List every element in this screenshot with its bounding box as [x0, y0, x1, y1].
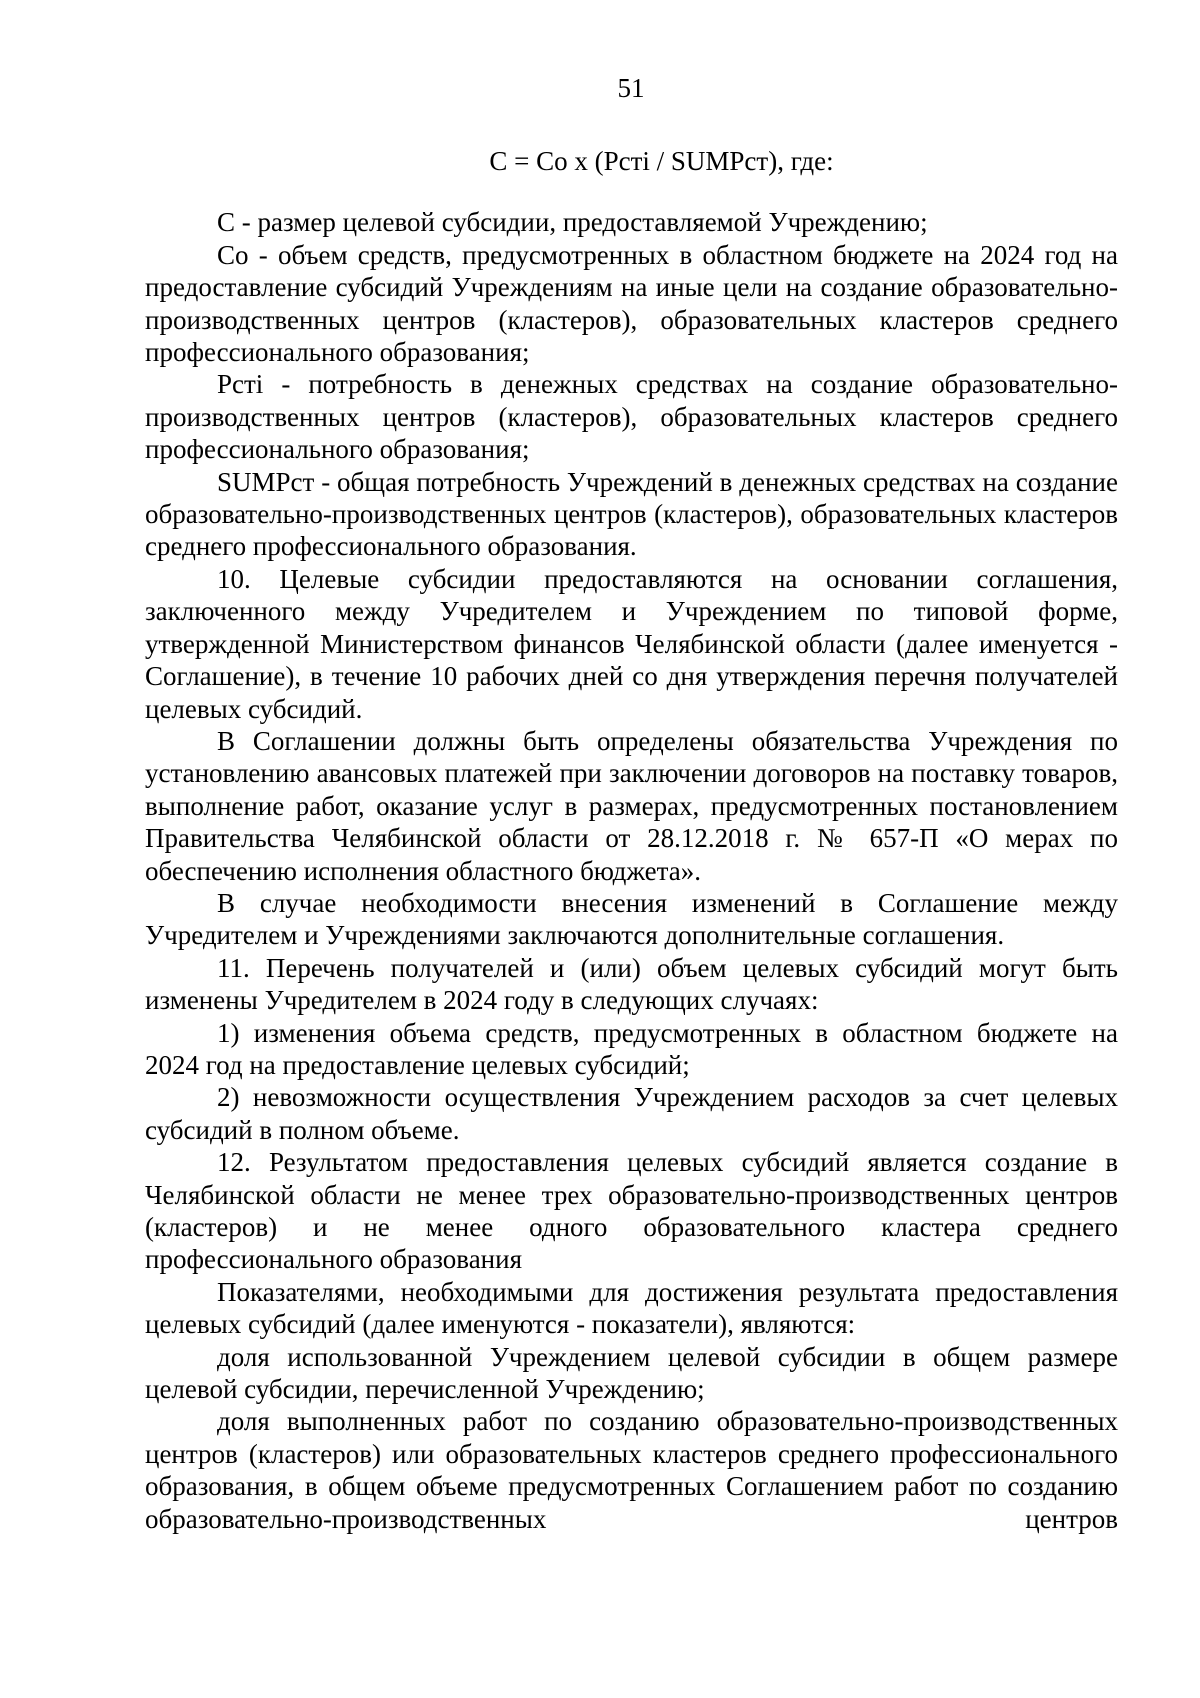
clause-10-obligations: В Соглашении должны быть определены обязательства Учреждения по установлению авансовых платежей при заключении договоров на поставку товаров, выполнение работ, оказание услуг в размерах, предусмотренных постановлением Правительства Челябинской области от 28.12.2018 г. № 657-П «О мерах по обеспечению исполнения областного бюджета».: [145, 725, 1118, 886]
definition-c: C - размер целевой субсидии, предоставляемой Учреждению;: [217, 207, 928, 238]
definition-co: Co - объем средств, предусмотренных в областном бюджете на 2024 год на предоставление субсидий Учреждениям на иные цели на создание образовательно-производственных центров (кластеров), образовательных кластеров среднего профессионального образования;: [145, 239, 1118, 368]
document-body: [145, 145, 1118, 1535]
clause-12-indicators: Показателями, необходимыми для достижения результата предоставления целевых субсидий (далее именуются - показатели), являются:: [145, 1276, 1118, 1340]
clause-12: 12. Результатом предоставления целевых субсидий является создание в Челябинской области не менее трех образовательно-производственных центров (кластеров) и не менее одного образовательного кластера среднего профессионального образования: [145, 1147, 1118, 1275]
clause-10-amendments: В случае необходимости внесения изменений в Соглашение между Учредителем и Учреждениями заключаются дополнительные соглашения.: [145, 887, 1118, 951]
definition-pcti: Pcтi - потребность в денежных средствах на создание образовательно-производственных центров (кластеров), образовательных кластеров среднего профессионального образования;: [145, 369, 1118, 465]
clause-11: 11. Перечень получателей и (или) объем целевых субсидий могут быть изменены Учредителем в 2024 году в следующих случаях:: [145, 952, 1118, 1016]
indicator-works-share: доля выполненных работ по созданию образовательно-производственных центров (кластеров) или образовательных кластеров среднего профессионального образования, в общем объеме предусмотренных Соглашением работ по созданию образовательно-производственных центров: [145, 1406, 1118, 1534]
subsidy-formula: C = Co x (Pcтi / SUMPcт), где:: [489, 146, 834, 176]
indicator-used-share: доля использованной Учреждением целевой субсидии в общем размере целевой субсидии, перечисленной Учреждению;: [145, 1341, 1118, 1405]
clause-11-case-1: 1) изменения объема средств, предусмотренных в областном бюджете на 2024 год на предоставление целевых субсидий;: [145, 1017, 1118, 1080]
definition-sumpct: SUMPcт - общая потребность Учреждений в денежных средствах на создание образовательно-производственных центров (кластеров), образовательных кластеров среднего профессионального образования.: [145, 466, 1118, 562]
clause-10: 10. Целевые субсидии предоставляются на основании соглашения, заключенного между Учредителем и Учреждением по типовой форме, утвержденной Министерством финансов Челябинской области (далее именуется - Соглашение), в течение 10 рабочих дней со дня утверждения перечня получателей целевых субсидий.: [145, 563, 1118, 724]
page-number: 51: [617, 73, 645, 103]
clause-11-case-2: 2) невозможности осуществления Учреждением расходов за счет целевых субсидий в полном объеме.: [145, 1082, 1118, 1145]
